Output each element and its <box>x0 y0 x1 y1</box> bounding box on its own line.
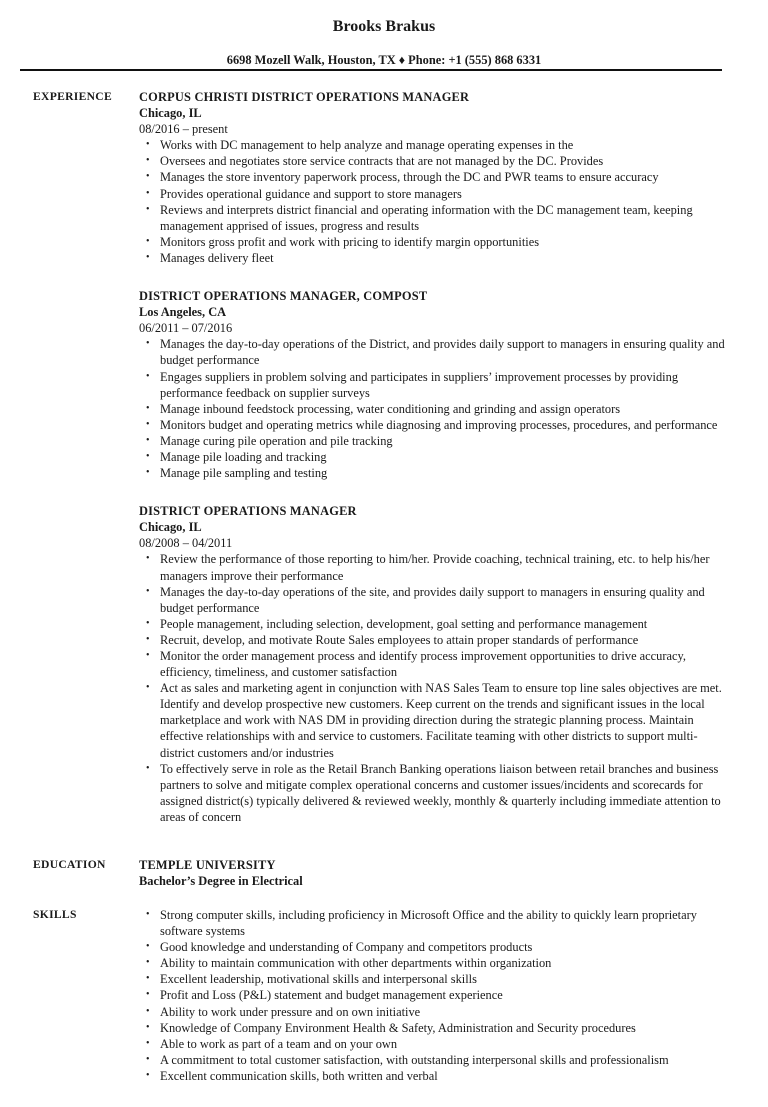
bullet-text: Monitors budget and operating metrics while diagnosing and improving processes, procedures, and performance <box>160 417 718 432</box>
bullet-text: Manage inbound feedstock processing, water conditioning and grinding and assign operators <box>160 401 621 416</box>
bullet-text: To effectively serve in role as the Retail Branch Banking operations liaison between retail branches and business partners to solve and mitigate complex operational concerns and customer issues/incidents and scorecards for assigned district(s) typically delivered & reviewed weekly, monthly & quarterly including immediate attention to areas of concern <box>160 761 721 824</box>
job-bullet <box>139 680 729 760</box>
job-bullet <box>139 465 729 481</box>
bullet-text: Ability to work under pressure and on own initiative <box>160 1004 421 1019</box>
bullet-glyph: • <box>146 553 150 565</box>
skill-item <box>139 971 729 987</box>
job-bullet <box>139 250 729 266</box>
job-bullet <box>139 648 729 680</box>
job-bullet-list <box>139 137 729 266</box>
job-bullet <box>139 336 729 368</box>
bullet-glyph: • <box>146 402 150 414</box>
skill-item <box>139 987 729 1003</box>
job-bullet <box>139 433 729 449</box>
job-title: DISTRICT OPERATIONS MANAGER, COMPOST <box>139 289 428 304</box>
header-divider <box>20 69 722 71</box>
bullet-glyph: • <box>146 203 150 215</box>
bullet-text: Act as sales and marketing agent in conjunction with NAS Sales Team to ensure top line sales objectives are met. Identify and develop prospective new customers. Keep current on the trends and significant issues in the local marketplace and work with NAS DM in providing direction during the strategic planning process. Maintain effective relationships with and service to customers. Facilitate teaming with other districts to support multi-district customers and/or industries <box>160 681 722 760</box>
bullet-text: Manages the day-to-day operations of the District, and provides daily support to managers in ensuring quality and budget performance <box>160 337 725 368</box>
bullet-glyph: • <box>146 1069 150 1081</box>
bullet-glyph: • <box>146 973 150 985</box>
bullet-text: A commitment to total customer satisfaction, with outstanding interpersonal skills and professionalism <box>160 1052 669 1067</box>
job-bullet-list <box>139 336 729 481</box>
bullet-glyph: • <box>146 650 150 661</box>
bullet-text: Monitor the order management process and identify process improvement opportunities to drive accuracy, efficiency, timeliness, and customer satisfaction <box>160 649 686 680</box>
job-title: DISTRICT OPERATIONS MANAGER <box>139 504 357 519</box>
bullet-text: Oversees and negotiates store service contracts that are not managed by the DC. Provides <box>160 154 604 169</box>
bullet-glyph: • <box>146 585 150 597</box>
job-bullet <box>139 584 729 616</box>
job-location: Los Angeles, CA <box>139 305 227 320</box>
bullet-text: Manages the day-to-day operations of the site, and provides daily support to managers in ensuring quality and budget performance <box>160 584 705 615</box>
skills-body <box>139 907 729 1084</box>
bullet-glyph: • <box>146 235 150 247</box>
bullet-glyph: • <box>146 682 150 694</box>
job-bullet <box>139 137 729 153</box>
education-body <box>139 857 729 889</box>
bullet-glyph: • <box>146 762 150 774</box>
skill-item <box>139 1068 729 1084</box>
job-bullet <box>139 186 729 202</box>
bullet-text: Review the performance of those reporting to him/her. Provide coaching, technical training, etc. to help his/her managers improve their performance <box>160 552 710 583</box>
job-dates: 06/2011 – 07/2016 <box>139 321 233 336</box>
bullet-glyph: • <box>146 434 150 446</box>
job-bullet <box>139 234 729 250</box>
bullet-glyph: • <box>146 633 150 645</box>
bullet-text: Manages delivery fleet <box>160 250 274 265</box>
bullet-glyph: • <box>146 1005 150 1017</box>
bullet-text: Ability to maintain communication with other departments within organization <box>160 956 552 971</box>
job-entry <box>139 288 729 481</box>
bullet-text: Recruit, develop, and motivate Route Sales employees to attain proper standards of performance <box>160 632 639 647</box>
job-bullet <box>139 449 729 465</box>
candidate-name: Brooks Brakus <box>332 18 436 35</box>
bullet-glyph: • <box>146 418 150 430</box>
bullet-text: Excellent communication skills, both written and verbal <box>160 1068 438 1083</box>
bullet-glyph: • <box>146 617 150 629</box>
bullet-text: Able to work as part of a team and on your own <box>160 1036 398 1051</box>
bullet-glyph: • <box>146 989 150 1001</box>
bullet-text: People management, including selection, development, goal setting and performance management <box>160 616 648 631</box>
job-bullet <box>139 153 729 169</box>
bullet-glyph: • <box>146 251 150 263</box>
experience-body <box>139 89 729 847</box>
job-bullet-list <box>139 551 729 825</box>
job-bullet <box>139 202 729 234</box>
bullet-text: Engages suppliers in problem solving and participates in suppliers’ improvement processes by providing performance feedback on supplier surveys <box>160 369 679 400</box>
job-bullet <box>139 417 729 433</box>
bullet-glyph: • <box>146 909 150 920</box>
job-bullet <box>139 369 729 401</box>
bullet-text: Manage pile loading and tracking <box>160 449 327 464</box>
skill-item <box>139 1004 729 1020</box>
contact-line: 6698 Mozell Walk, Houston, TX ♦ Phone: +1 (555) 868 6331 <box>226 53 542 67</box>
bullet-text: Strong computer skills, including proficiency in Microsoft Office and the ability to quickly learn proprietary software systems <box>160 908 697 939</box>
bullet-glyph: • <box>146 1021 150 1033</box>
bullet-glyph: • <box>146 139 150 151</box>
bullet-glyph: • <box>146 187 150 199</box>
education-school: TEMPLE UNIVERSITY <box>139 858 276 872</box>
job-location: Chicago, IL <box>139 106 202 121</box>
section-label-skills: SKILLS <box>33 908 77 921</box>
job-bullet <box>139 551 729 583</box>
job-entry <box>139 89 729 266</box>
bullet-glyph: • <box>146 957 150 969</box>
bullet-glyph: • <box>146 338 150 350</box>
bullet-glyph: • <box>146 467 150 479</box>
job-bullet <box>139 401 729 417</box>
skill-item <box>139 907 729 939</box>
job-title: CORPUS CHRISTI DISTRICT OPERATIONS MANAGER <box>139 90 470 104</box>
bullet-text: Knowledge of Company Environment Health & Safety, Administration and Security procedures <box>160 1020 636 1035</box>
job-bullet <box>139 169 729 185</box>
bullet-glyph: • <box>146 941 150 953</box>
job-location: Chicago, IL <box>139 520 202 535</box>
job-dates: 08/2016 – present <box>139 122 228 137</box>
bullet-glyph: • <box>146 1037 150 1049</box>
job-entry <box>139 503 729 825</box>
skill-item <box>139 955 729 971</box>
bullet-text: Manage curing pile operation and pile tracking <box>160 433 393 448</box>
bullet-glyph: • <box>146 155 150 167</box>
bullet-text: Manages the store inventory paperwork process, through the DC and PWR teams to ensure accuracy <box>160 170 659 185</box>
bullet-text: Excellent leadership, motivational skills and interpersonal skills <box>160 972 477 987</box>
skill-item <box>139 1052 729 1068</box>
job-bullet <box>139 616 729 632</box>
bullet-glyph: • <box>146 450 150 462</box>
bullet-text: Reviews and interprets district financial and operating information with the DC management team, keeping management apprised of issues, progress and results <box>160 202 693 233</box>
bullet-glyph: • <box>146 1053 150 1065</box>
bullet-glyph: • <box>146 171 150 183</box>
section-label-education: EDUCATION <box>33 858 106 871</box>
bullet-text: Works with DC management to help analyze and manage operating expenses in the <box>160 138 574 153</box>
skills-list <box>139 907 729 1084</box>
skill-item <box>139 939 729 955</box>
section-label-experience: EXPERIENCE <box>33 90 113 103</box>
job-dates: 08/2008 – 04/2011 <box>139 536 233 551</box>
bullet-text: Manage pile sampling and testing <box>160 466 328 481</box>
skill-item <box>139 1020 729 1036</box>
skill-item <box>139 1036 729 1052</box>
job-bullet <box>139 761 729 825</box>
education-degree: Bachelor’s Degree in Electrical <box>139 874 303 889</box>
job-bullet <box>139 632 729 648</box>
bullet-text: Good knowledge and understanding of Company and competitors products <box>160 940 533 955</box>
bullet-glyph: • <box>146 370 150 382</box>
bullet-text: Profit and Loss (P&L) statement and budget management experience <box>160 988 503 1003</box>
bullet-text: Provides operational guidance and support to store managers <box>160 186 462 201</box>
bullet-text: Monitors gross profit and work with pricing to identify margin opportunities <box>160 234 540 249</box>
